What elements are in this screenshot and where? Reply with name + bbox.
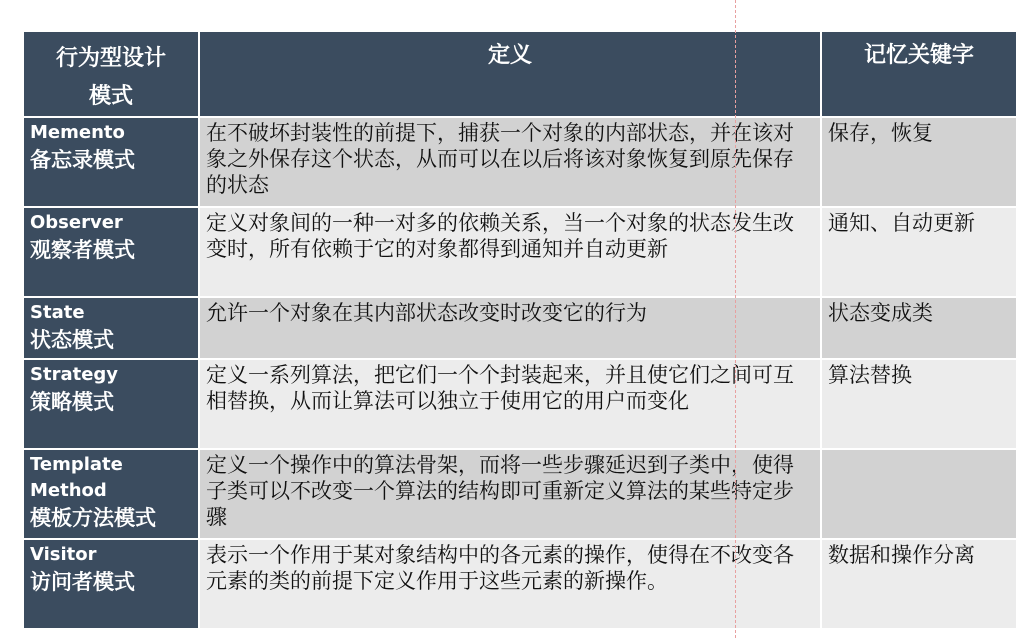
pattern-english-name: State (30, 302, 85, 323)
pattern-chinese-name: 模板方法模式 (30, 506, 156, 530)
header-pattern-line2: 模式 (88, 84, 133, 109)
pattern-definition: 定义一系列算法，把它们一个个封装起来，并且使它们之间可互相替换，从而让算法可以独立于使用它的用户而变化 (199, 359, 821, 449)
pattern-english-name: Visitor (30, 544, 97, 565)
table-row (23, 207, 1017, 297)
pattern-english-name: Memento (30, 122, 125, 143)
header-pattern-line1: 行为型设计 (55, 46, 166, 71)
pattern-keyword: 通知、自动更新 (821, 207, 1017, 297)
pattern-keyword: 算法替换 (821, 359, 1017, 449)
pattern-name-cell (23, 117, 199, 207)
pattern-definition: 表示一个作用于某对象结构中的各元素的操作，使得在不改变各元素的类的前提下定义作用于这些元素的新操作。 (199, 539, 821, 629)
pattern-definition: 允许一个对象在其内部状态改变时改变它的行为 (199, 297, 821, 359)
pattern-definition: 定义一个操作中的算法骨架，而将一些步骤延迟到子类中，使得子类可以不改变一个算法的结构即可重新定义算法的某些特定步骤 (199, 449, 821, 539)
pattern-name-cell (23, 359, 199, 449)
pattern-chinese-name: 状态模式 (30, 328, 114, 352)
header-keyword: 记忆关键字 (821, 31, 1017, 117)
pattern-definition: 在不破坏封装性的前提下，捕获一个对象的内部状态，并在该对象之外保存这个状态，从而可以在以后将该对象恢复到原先保存的状态 (199, 117, 821, 207)
pattern-keyword: 保存，恢复 (821, 117, 1017, 207)
table-row (23, 359, 1017, 449)
pattern-english-name: Strategy (30, 364, 119, 385)
pattern-definition: 定义对象间的一种一对多的依赖关系，当一个对象的状态发生改变时，所有依赖于它的对象都得到通知并自动更新 (199, 207, 821, 297)
pattern-keyword: 状态变成类 (821, 297, 1017, 359)
behavioral-patterns-table (22, 30, 1018, 630)
table-header-row (23, 31, 1017, 117)
pattern-keyword (821, 449, 1017, 539)
header-definition: 定义 (199, 31, 821, 117)
table-row (23, 539, 1017, 629)
header-pattern (23, 31, 199, 117)
pattern-name-cell (23, 297, 199, 359)
pattern-name-cell (23, 207, 199, 297)
pattern-chinese-name: 访问者模式 (30, 570, 135, 594)
patterns-table-container (22, 30, 1016, 630)
pattern-english-name: Observer (30, 212, 123, 233)
pattern-name-cell (23, 539, 199, 629)
table-row (23, 449, 1017, 539)
pattern-name-cell (23, 449, 199, 539)
pattern-chinese-name: 备忘录模式 (30, 148, 135, 172)
pattern-english-name: Template Method (30, 454, 123, 501)
table-row (23, 297, 1017, 359)
pattern-chinese-name: 观察者模式 (30, 238, 135, 262)
pattern-keyword: 数据和操作分离 (821, 539, 1017, 629)
pattern-chinese-name: 策略模式 (30, 390, 114, 414)
table-row (23, 117, 1017, 207)
